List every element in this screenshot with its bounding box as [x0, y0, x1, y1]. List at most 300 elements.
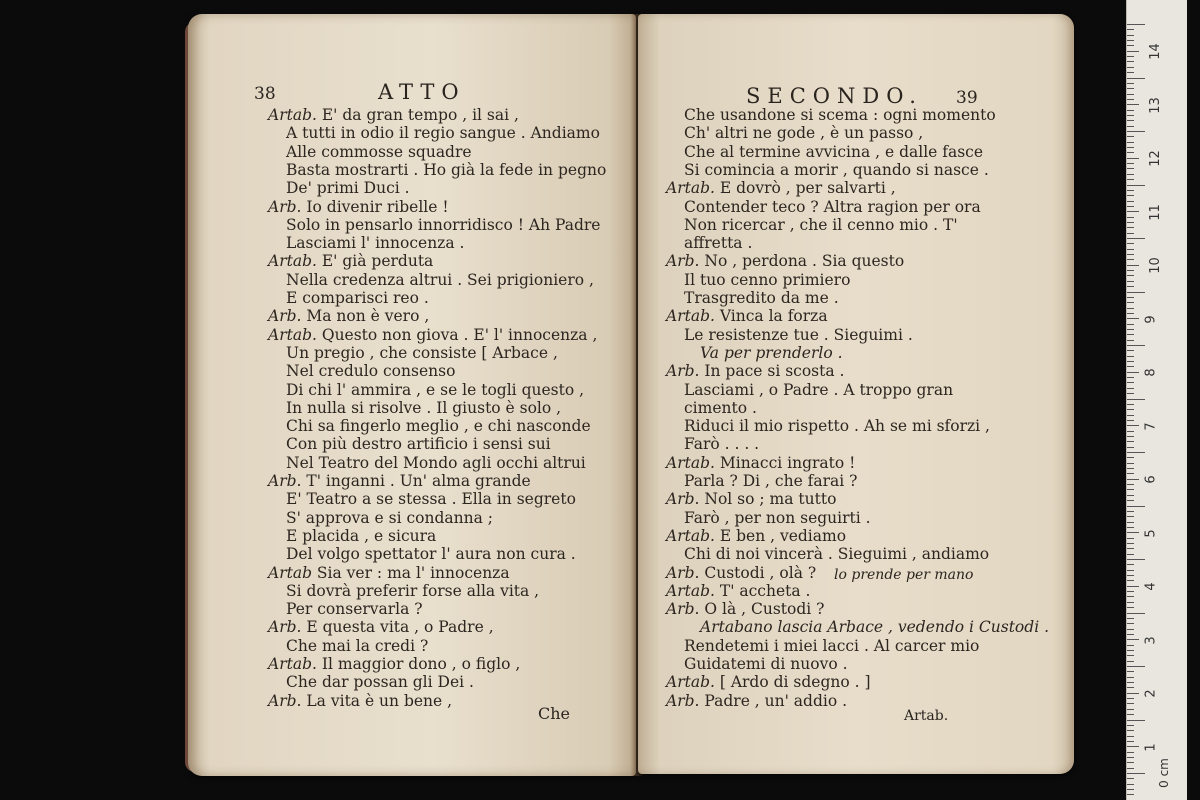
text-line: [286, 454, 586, 472]
speaker-label: Arb.: [666, 600, 705, 619]
line-text: Non ricercar , che il cenno mio . T': [684, 215, 958, 234]
ruler-tick: [1127, 286, 1134, 287]
ruler-tick: [1127, 671, 1134, 672]
line-text: Solo in pensarlo innorridisco ! Ah Padre: [286, 215, 601, 234]
ruler-tick: [1127, 254, 1134, 255]
line-text: Minacci ingrato !: [719, 453, 856, 472]
ruler-tick: [1127, 334, 1134, 335]
ruler-tick: [1127, 147, 1134, 148]
ruler-tick: [1127, 527, 1134, 528]
ruler-tick: [1127, 441, 1134, 442]
ruler-tick: [1127, 425, 1139, 426]
right-running-header: SECONDO.: [746, 84, 923, 108]
speaker-label: Arb.: [666, 490, 705, 509]
ruler-tick: [1127, 682, 1134, 683]
ruler-tick: [1127, 67, 1134, 68]
line-text: E dovrò , per salvarti ,: [719, 179, 896, 198]
ruler-tick: [1127, 409, 1134, 410]
ruler-tick: [1127, 762, 1134, 763]
text-line: [286, 509, 493, 527]
ruler-tick: [1127, 500, 1134, 501]
text-line: [286, 143, 472, 161]
text-line: [286, 582, 539, 600]
text-line: [286, 161, 606, 179]
speaker-label: Artab.: [666, 581, 720, 600]
ruler-tick: [1127, 131, 1145, 132]
text-line: [286, 545, 576, 563]
line-text: Con più destro artificio i sensi sui: [286, 435, 551, 454]
text-line: [666, 307, 828, 325]
text-line: [684, 161, 989, 179]
line-text: [ Ardo di sdegno . ]: [719, 673, 871, 692]
ruler-tick: [1127, 297, 1134, 298]
speaker-label: Artab.: [268, 655, 322, 673]
ruler-tick: [1127, 142, 1134, 143]
line-text: Questo non giova . E' l' innocenza ,: [321, 325, 598, 344]
text-line: [268, 326, 597, 344]
line-text: Nel credulo consenso: [286, 362, 456, 381]
line-text: In pace si scosta .: [704, 362, 845, 381]
line-text: cimento .: [684, 398, 757, 417]
ruler-tick: [1127, 233, 1134, 234]
ruler-tick: [1127, 83, 1134, 84]
text-line: [286, 435, 551, 453]
ruler-number: 7: [1143, 421, 1159, 431]
ruler-tick: [1127, 586, 1139, 587]
line-text: Va per prenderlo .: [700, 343, 843, 362]
ruler-tick: [1127, 484, 1134, 485]
ruler-tick: [1127, 404, 1134, 405]
text-line: [666, 362, 844, 380]
line-text: S' approva e si condanna ;: [286, 508, 494, 527]
left-running-header: ATTO: [378, 80, 466, 104]
line-text: Artabano lascia Arbace , vedendo i Custodi .: [700, 618, 1049, 637]
text-line: [684, 472, 858, 490]
ruler-tick: [1127, 479, 1139, 480]
speaker-label: Artab: [268, 563, 317, 582]
ruler-tick: [1127, 185, 1145, 186]
ruler-tick: [1127, 388, 1134, 389]
text-line: [700, 344, 843, 362]
ruler-tick: [1127, 564, 1134, 565]
line-text: Che mai la credi ?: [286, 636, 429, 655]
ruler-tick: [1127, 265, 1139, 266]
ruler-number: 3: [1143, 635, 1159, 645]
line-text: Chi di noi vincerà . Sieguimi , andiamo: [684, 545, 990, 564]
ruler-tick: [1127, 308, 1134, 309]
text-line: [268, 198, 449, 216]
text-line: [684, 198, 981, 216]
ruler-number: 14: [1147, 43, 1163, 60]
ruler-tick: [1127, 313, 1134, 314]
ruler-tick: [1127, 249, 1134, 250]
text-line: [666, 490, 836, 508]
ruler-number: 1: [1143, 742, 1159, 752]
text-line: [684, 509, 871, 527]
ruler-tick: [1127, 152, 1134, 153]
ruler-tick: [1127, 522, 1134, 523]
ruler-number: 2: [1143, 689, 1159, 698]
ruler-tick: [1127, 698, 1134, 699]
ruler-tick: [1127, 415, 1134, 416]
line-text: Guidatemi di nuovo .: [684, 655, 848, 673]
ruler-number: 9: [1143, 314, 1159, 324]
line-text: Le resistenze tue . Sieguimi .: [684, 325, 913, 344]
ruler-tick: [1127, 420, 1134, 421]
ruler-tick: [1127, 618, 1134, 619]
ruler-tick: [1127, 511, 1134, 512]
text-line: [268, 618, 494, 636]
ruler-tick: [1127, 99, 1134, 100]
line-text: Basta mostrarti . Ho già la fede in pegno: [286, 160, 607, 179]
line-text: Si comincia a morir , quando si nasce .: [684, 160, 989, 179]
line-text: Lasciami l' innocenza .: [286, 234, 465, 253]
line-text: E placida , e sicura: [286, 526, 437, 545]
ruler-number: 12: [1147, 150, 1163, 167]
ruler-tick: [1127, 324, 1134, 325]
speaker-label: Artab.: [268, 325, 322, 344]
line-text: Farò , per non seguirti .: [684, 508, 871, 527]
text-line: [286, 362, 455, 380]
ruler-tick: [1127, 570, 1134, 571]
ruler-tick: [1127, 650, 1134, 651]
text-line: [286, 490, 576, 508]
line-text: Alle commosse squadre: [286, 142, 472, 161]
ruler-tick: [1127, 538, 1134, 539]
line-text: affretta .: [684, 234, 753, 253]
line-text: A tutti in odio il regio sangue . Andiamo: [286, 124, 600, 143]
line-text: Trasgredito da me .: [684, 289, 839, 307]
ruler-tick: [1127, 773, 1145, 774]
text-line: [666, 454, 855, 472]
text-line: [286, 600, 423, 618]
text-line: [684, 545, 989, 563]
ruler-tick: [1127, 393, 1134, 394]
ruler-tick: [1127, 120, 1134, 121]
text-line: [666, 564, 816, 582]
ruler-tick: [1127, 302, 1134, 303]
text-line: [268, 692, 452, 710]
text-line: [286, 399, 561, 417]
line-text: In nulla si risolve . Il giusto è solo ,: [286, 398, 562, 417]
text-line: [684, 106, 996, 124]
ruler-tick: [1127, 473, 1134, 474]
line-text: T' accheta .: [719, 581, 811, 600]
speaker-label: Artab.: [666, 307, 720, 326]
ruler-tick: [1127, 45, 1134, 46]
ruler-tick: [1127, 634, 1134, 635]
speaker-label: Arb.: [268, 197, 307, 216]
text-line: [286, 289, 429, 307]
line-text: Il maggior dono , o figlo ,: [321, 655, 521, 673]
line-text: Si dovrà preferir forse alla vita ,: [286, 581, 540, 600]
ruler-tick: [1127, 778, 1134, 779]
ruler-tick: [1127, 270, 1134, 271]
ruler-tick: [1127, 741, 1134, 742]
ruler-tick: [1127, 532, 1139, 533]
ruler-tick: [1127, 126, 1134, 127]
text-line: [666, 252, 904, 270]
speaker-label: Artab.: [666, 673, 720, 692]
line-text: Nella credenza altrui . Sei prigioniero ,: [286, 270, 594, 289]
line-text: La vita è un bene ,: [306, 691, 453, 710]
text-line: [666, 600, 824, 618]
text-line: [684, 435, 759, 453]
line-text: Per conservarla ?: [286, 600, 423, 619]
line-text: Lasciami , o Padre . A troppo gran: [684, 380, 954, 399]
ruler-tick: [1127, 516, 1134, 517]
ruler-tick: [1127, 629, 1134, 630]
text-line: [684, 216, 958, 234]
ruler-tick: [1127, 457, 1134, 458]
ruler-tick: [1127, 431, 1134, 432]
ruler-tick: [1127, 222, 1134, 223]
ruler-tick: [1127, 174, 1134, 175]
ruler-tick: [1127, 596, 1134, 597]
line-text: E comparisci reo .: [286, 289, 429, 307]
line-text: Di chi l' ammira , e se le togli questo ,: [286, 380, 585, 399]
speaker-label: Arb.: [666, 691, 705, 710]
ruler-tick: [1127, 714, 1134, 715]
line-text: Nol so ; ma tutto: [704, 490, 837, 509]
ruler-tick: [1127, 168, 1134, 169]
line-text: Sia ver : ma l' innocenza: [316, 563, 510, 582]
ruler-tick: [1127, 51, 1139, 52]
speaker-label: Arb.: [268, 307, 307, 326]
speaker-label: Artab.: [666, 179, 720, 198]
speaker-label: Artab.: [666, 453, 720, 472]
ruler-tick: [1127, 703, 1134, 704]
line-text: De' primi Duci .: [286, 179, 410, 198]
ruler-tick: [1127, 506, 1145, 507]
ruler-tick: [1127, 361, 1134, 362]
text-line: [684, 124, 923, 142]
line-text: Farò . . . .: [684, 435, 760, 454]
ruler-tick: [1127, 345, 1145, 346]
line-text: T' inganni . Un' alma grande: [306, 472, 531, 490]
left-page: [188, 14, 636, 776]
ruler-tick: [1127, 580, 1134, 581]
ruler-number: 8: [1143, 368, 1159, 377]
ruler-tick: [1127, 399, 1145, 400]
line-text: Chi sa fingerlo meglio , e chi nasconde: [286, 417, 591, 436]
ruler-unit-label: 0 cm: [1156, 758, 1171, 788]
ruler-tick: [1127, 217, 1134, 218]
speaker-label: Arb.: [268, 618, 307, 637]
ruler-tick: [1127, 356, 1134, 357]
ruler-number: 13: [1147, 96, 1163, 114]
ruler-tick: [1127, 591, 1134, 592]
line-text: E questa vita , o Padre ,: [306, 618, 494, 637]
text-line: [286, 124, 600, 142]
text-line: [268, 252, 433, 270]
line-text: E' Teatro a se stessa . Ella in segreto: [286, 490, 576, 509]
right-catchword: Artab.: [904, 708, 949, 724]
ruler-tick: [1127, 29, 1134, 30]
ruler-tick: [1127, 575, 1134, 576]
line-text: Che usandone si scema : ogni momento: [684, 106, 996, 124]
ruler-tick: [1127, 179, 1134, 180]
ruler-tick: [1127, 452, 1145, 453]
measurement-ruler: [1126, 0, 1187, 800]
speaker-label: Arb.: [666, 362, 705, 381]
text-line: [268, 564, 510, 582]
line-text: Padre , un' addio .: [704, 691, 848, 710]
ruler-tick: [1127, 693, 1139, 694]
text-line: [286, 673, 474, 691]
text-line: [666, 179, 896, 197]
text-line: [666, 692, 847, 710]
ruler-number: 10: [1147, 257, 1163, 274]
ruler-tick: [1127, 115, 1134, 116]
text-line: [268, 655, 520, 673]
text-line: [268, 307, 429, 325]
speaker-label: Arb.: [666, 252, 705, 271]
ruler-number: 4: [1143, 582, 1159, 591]
ruler-tick: [1127, 639, 1139, 640]
line-text: Io divenir ribelle !: [306, 197, 449, 216]
text-line: [684, 381, 953, 399]
line-text: E' da gran tempo , il sai ,: [321, 106, 519, 124]
speaker-label: Arb.: [268, 472, 307, 490]
ruler-tick: [1127, 211, 1139, 212]
text-line: [286, 417, 591, 435]
ruler-tick: [1127, 789, 1134, 790]
ruler-tick: [1127, 35, 1134, 36]
ruler-tick: [1127, 163, 1134, 164]
line-text: Vinca la forza: [719, 307, 828, 326]
speaker-label: Arb.: [666, 563, 705, 582]
line-text: Che dar possan gli Dei .: [286, 673, 474, 692]
left-catchword: Che: [538, 704, 571, 723]
ruler-tick: [1127, 78, 1145, 79]
ruler-tick: [1127, 495, 1134, 496]
text-line: [666, 673, 871, 691]
ruler-tick: [1127, 687, 1134, 688]
ruler-tick: [1127, 543, 1134, 544]
ruler-tick: [1127, 61, 1134, 62]
ruler-tick: [1127, 329, 1134, 330]
ruler-tick: [1127, 746, 1139, 747]
text-line: [286, 234, 464, 252]
ruler-tick: [1127, 757, 1134, 758]
ruler-tick: [1127, 275, 1134, 276]
line-text: Custodi , olà ?: [704, 563, 817, 582]
ruler-tick: [1127, 725, 1134, 726]
ruler-tick: [1127, 794, 1134, 795]
ruler-tick: [1127, 752, 1134, 753]
ruler-tick: [1127, 768, 1134, 769]
ruler-tick: [1127, 136, 1134, 137]
ruler-tick: [1127, 190, 1134, 191]
text-line: [286, 527, 436, 545]
ruler-tick: [1127, 377, 1134, 378]
ruler-tick: [1127, 730, 1134, 731]
ruler-tick: [1127, 259, 1134, 260]
ruler-tick: [1127, 645, 1134, 646]
ruler-tick: [1127, 88, 1134, 89]
ruler-tick: [1127, 463, 1134, 464]
ruler-tick: [1127, 554, 1134, 555]
ruler-tick: [1127, 613, 1145, 614]
stage-direction-hand: lo prende per mano: [834, 567, 974, 583]
ruler-tick: [1127, 468, 1134, 469]
ruler-tick: [1127, 366, 1134, 367]
ruler-number: 5: [1143, 528, 1159, 538]
line-text: Ma non è vero ,: [306, 307, 430, 326]
line-text: Riduci il mio rispetto . Ah se mi sforzi ,: [684, 417, 990, 436]
speaker-label: Artab.: [268, 106, 322, 124]
ruler-tick: [1127, 607, 1134, 608]
ruler-tick: [1127, 436, 1134, 437]
ruler-tick: [1127, 110, 1134, 111]
text-line: [684, 143, 983, 161]
ruler-tick: [1127, 201, 1134, 202]
ruler-tick: [1127, 227, 1134, 228]
ruler-tick: [1127, 318, 1139, 319]
ruler-tick: [1127, 623, 1134, 624]
text-line: [684, 655, 848, 673]
ruler-tick: [1127, 206, 1134, 207]
speaker-label: Artab.: [268, 252, 322, 271]
ruler-number: 6: [1143, 475, 1159, 484]
ruler-tick: [1127, 661, 1134, 662]
ruler-tick: [1127, 56, 1134, 57]
line-text: Contender teco ? Altra ragion per ora: [684, 197, 981, 216]
text-line: [684, 271, 850, 289]
text-line: [700, 618, 1049, 636]
line-text: No , perdona . Sia questo: [704, 252, 905, 271]
text-line: [684, 399, 757, 417]
speaker-label: Artab.: [666, 526, 720, 545]
line-text: Del volgo spettator l' aura non cura .: [286, 545, 576, 564]
ruler-tick: [1127, 720, 1145, 721]
ruler-tick: [1127, 104, 1139, 105]
text-line: [684, 234, 752, 252]
ruler-tick: [1127, 94, 1134, 95]
left-page-number: 38: [254, 84, 276, 104]
right-page-number: 39: [956, 88, 978, 108]
ruler-tick: [1127, 489, 1134, 490]
line-text: Il tuo cenno primiero: [684, 270, 851, 289]
ruler-tick: [1127, 382, 1134, 383]
text-line: [286, 271, 594, 289]
text-line: [268, 106, 519, 124]
ruler-number: 11: [1147, 203, 1163, 221]
text-line: [684, 326, 913, 344]
ruler-tick: [1127, 281, 1134, 282]
ruler-tick: [1127, 372, 1139, 373]
ruler-tick: [1127, 72, 1134, 73]
ruler-tick: [1127, 655, 1134, 656]
line-text: Ch' altri ne gode , è un passo ,: [684, 124, 924, 143]
ruler-tick: [1127, 666, 1145, 667]
ruler-tick: [1127, 677, 1134, 678]
line-text: E' già perduta: [321, 252, 434, 271]
line-text: Un pregio , che consiste [ Arbace ,: [286, 343, 558, 362]
line-text: Rendetemi i miei lacci . Al carcer mio: [684, 636, 980, 655]
text-line: [286, 179, 410, 197]
ruler-tick: [1127, 709, 1134, 710]
ruler-tick: [1127, 40, 1134, 41]
ruler-tick: [1127, 784, 1134, 785]
ruler-tick: [1127, 350, 1134, 351]
ruler-tick: [1127, 292, 1145, 293]
speaker-label: Arb.: [268, 691, 307, 710]
line-text: E ben , vediamo: [719, 526, 847, 545]
ruler-tick: [1127, 736, 1134, 737]
text-line: [286, 637, 428, 655]
